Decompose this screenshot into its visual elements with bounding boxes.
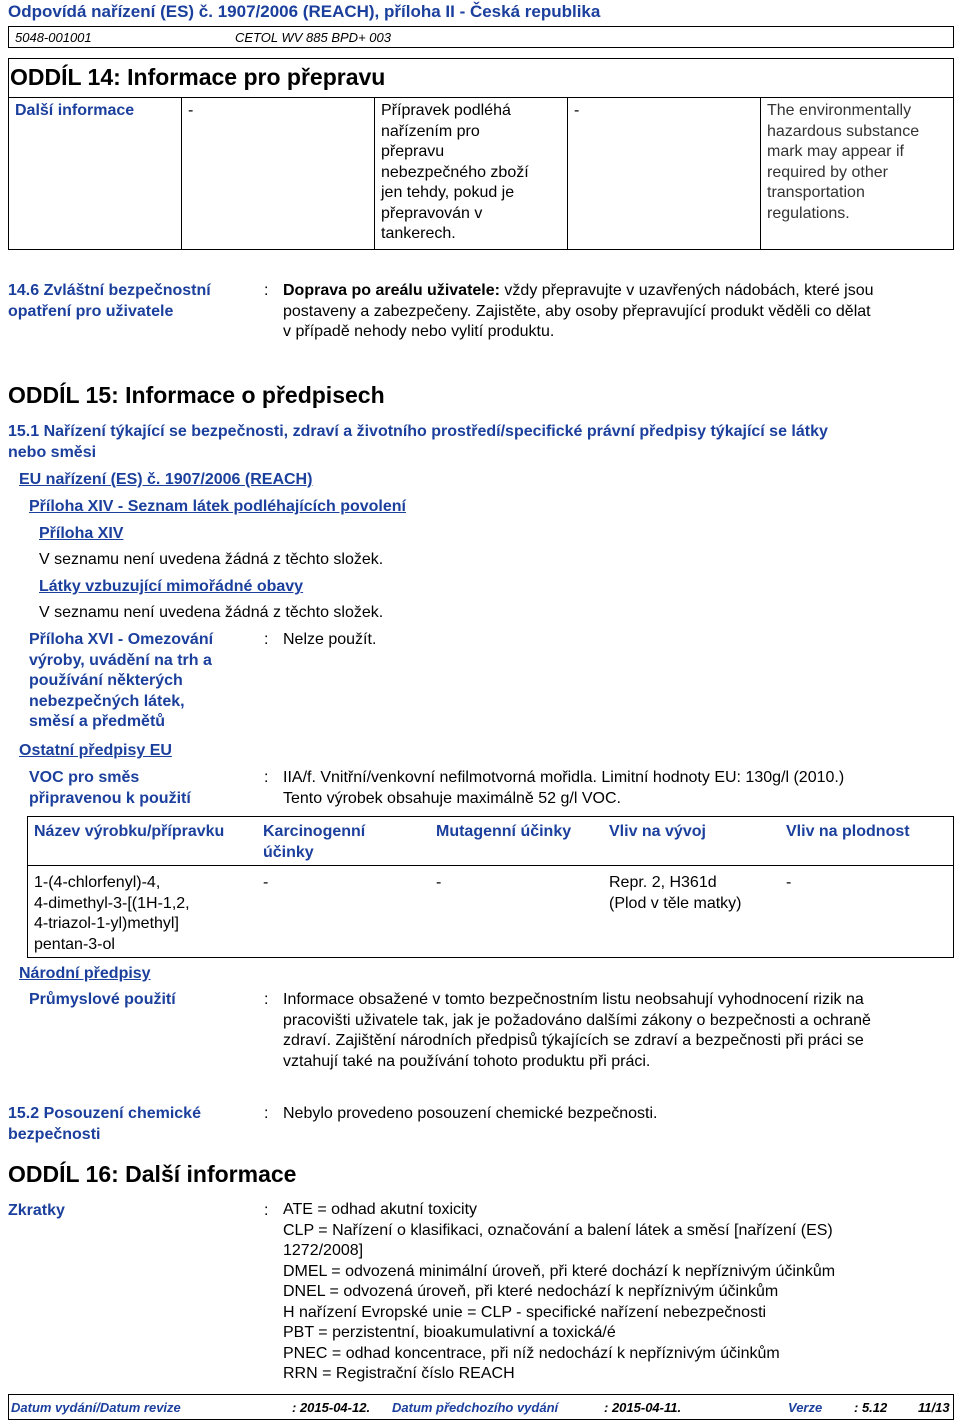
transport-info-label: Další informace [15, 102, 135, 119]
page-footer [8, 1394, 954, 1420]
transport-info-col2 [181, 98, 374, 249]
product-header-bar [8, 26, 954, 48]
national-regulations-heading: Národní předpisy [19, 965, 151, 982]
previous-date-value: : 2015-04-11. [604, 1400, 682, 1415]
section-16-title: ODDÍL 16: Další informace [8, 1161, 297, 1187]
section-14-6-value: Doprava po areálu uživatele: vždy přepravujte v uzavřených nádobách, které jsou postaveny a zabezpečeny. Zajistěte, aby osoby přepravující produkt věděli co dělat v případě nehody nebo vylití produktu. [283, 282, 874, 340]
bold-lead: Doprava po areálu uživatele: [283, 282, 500, 299]
annex-14-heading: Příloha XIV - Seznam látek podléhajících povolení [29, 498, 406, 515]
voc-label: VOC pro směs připravenou k použití [29, 769, 191, 807]
eu-regulation-heading: EU nařízení (ES) č. 1907/2006 (REACH) [19, 471, 313, 488]
voc-value: IIA/f. Vnitřní/venkovní nefilmotvorná mořidla. Limitní hodnoty EU: 130g/l (2010.) Tento výrobek obsahuje maximálně 52 g/l VOC. [283, 769, 845, 807]
product-code: 5048-001001 [15, 30, 92, 45]
section-15-1-heading: 15.1 Nařízení týkající se bezpečnosti, zdraví a životního prostředí/specifické právní předpisy týkající se látky nebo směsi [8, 423, 828, 461]
colon: : [264, 991, 269, 1008]
annex-17-label: Příloha XVI - Omezování výroby, uvádění na trh a používání některých nebezpečných látek, směsí a předmětů [29, 631, 214, 730]
abbreviations-list: ATE = odhad akutní toxicity CLP = Nařízení o klasifikaci, označování a balení látek a směsí [nařízení (ES) 1272/2008] DMEL = odvozená minimální úroveň, při které dochází k nepříznivým účinkům DNEL = odvozená úroveň, při které nedochází k nepříznivým účinkům H nařízení Evropské unie = CLP - specifické nařízení nebezpečnosti PBT = perzistentní, bioakumulativní a toxická/é PNEC = odhad koncentrace, při níž nedochází k nepříznivým účinkům RRN = Registrační číslo REACH [283, 1201, 836, 1382]
cmr-row-development: Repr. 2, H361d (Plod v těle matky) [609, 874, 742, 912]
cmr-header-mutagenic: Mutagenní účinky [436, 823, 572, 840]
section-15-2-label: 15.2 Posouzení chemické bezpečnosti [8, 1105, 201, 1143]
colon: : [264, 1105, 269, 1122]
section-14-6-label: 14.6 Zvláštní bezpečnostní opatření pro uživatele [8, 282, 211, 320]
abbreviations-label: Zkratky [8, 1202, 65, 1219]
previous-date-label: Datum předchozího vydání [392, 1400, 559, 1415]
section-15-frame [0, 374, 960, 375]
cmr-row-fertility: - [786, 874, 792, 891]
transport-info-col3 [374, 98, 567, 249]
cmr-row-carcinogenic: - [263, 874, 269, 891]
transport-info-tanker-note: Přípravek podléhá nařízením pro přepravu nebezpečného zboží jen tehdy, pokud je přepravován v tankerech. [381, 102, 529, 242]
svhc-none: V seznamu není uvedena žádná z těchto složek. [39, 604, 384, 621]
cmr-row-mutagenic: - [436, 874, 442, 891]
colon: : [264, 631, 269, 648]
cmr-table [27, 816, 954, 958]
section-14-title: ODDÍL 14: Informace pro přepravu [10, 64, 386, 90]
section-15-2-value: Nebylo provedeno posouzení chemické bezpečnosti. [283, 1105, 658, 1122]
product-name: CETOL WV 885 BPD+ 003 [235, 30, 391, 45]
section-15-title: ODDÍL 15: Informace o předpisech [8, 382, 385, 408]
svhc-heading: Látky vzbuzující mimořádné obavy [39, 578, 304, 595]
version-value: : 5.12 [854, 1400, 888, 1415]
annex-14-none: V seznamu není uvedena žádná z těchto složek. [39, 551, 384, 568]
page-number: 11/13 [918, 1400, 950, 1415]
issue-date-value: : 2015-04-12. [292, 1400, 371, 1415]
cmr-header-divider [28, 865, 953, 866]
colon: : [264, 282, 269, 299]
document-title: Odpovídá nařízení (ES) č. 1907/2006 (REACH), příloha II - Česká republika [8, 2, 601, 21]
transport-info-table [8, 97, 954, 250]
annex-14-subheading: Příloha XIV [39, 525, 124, 542]
industrial-use-value: Informace obsažené v tomto bezpečnostním listu neobsahují vyhodnocení rizik na pracovišti uživatele tak, jak je požadováno dalšími zákony o bezpečnosti a ochraně zdraví. Zajištění národních předpisů týkajících se zdraví a bezpečnosti při práci se vztahují také na používání tohoto produktu při práci. [283, 991, 871, 1070]
cmr-header-carcinogenic: Karcinogenní účinky [263, 823, 366, 861]
other-eu-heading: Ostatní předpisy EU [19, 742, 172, 759]
cmr-header-fertility: Vliv na plodnost [786, 823, 910, 840]
cmr-header-development: Vliv na vývoj [609, 823, 706, 840]
colon: : [264, 769, 269, 786]
transport-info-col5 [760, 98, 953, 249]
version-label: Verze [788, 1400, 823, 1415]
transport-info-col4 [567, 98, 760, 249]
annex-17-value: Nelze použít. [283, 631, 377, 648]
cmr-header-name: Název výrobku/přípravku [34, 823, 225, 840]
industrial-use-label: Průmyslové použití [29, 991, 176, 1008]
transport-info-label-cell [9, 98, 181, 249]
transport-info-dash-1: - [188, 102, 194, 119]
cmr-row-substance: 1-(4-chlorfenyl)-4, 4-dimethyl-3-[(1H-1,2, 4-triazol-1-yl)methyl] pentan-3-ol [34, 874, 190, 953]
issue-date-label: Datum vydání/Datum revize [11, 1400, 181, 1415]
colon: : [264, 1202, 269, 1219]
transport-info-env-mark-note: The environmentally hazardous substance mark may appear if required by other transportation regulations. [767, 102, 920, 222]
transport-info-dash-2: - [574, 102, 580, 119]
